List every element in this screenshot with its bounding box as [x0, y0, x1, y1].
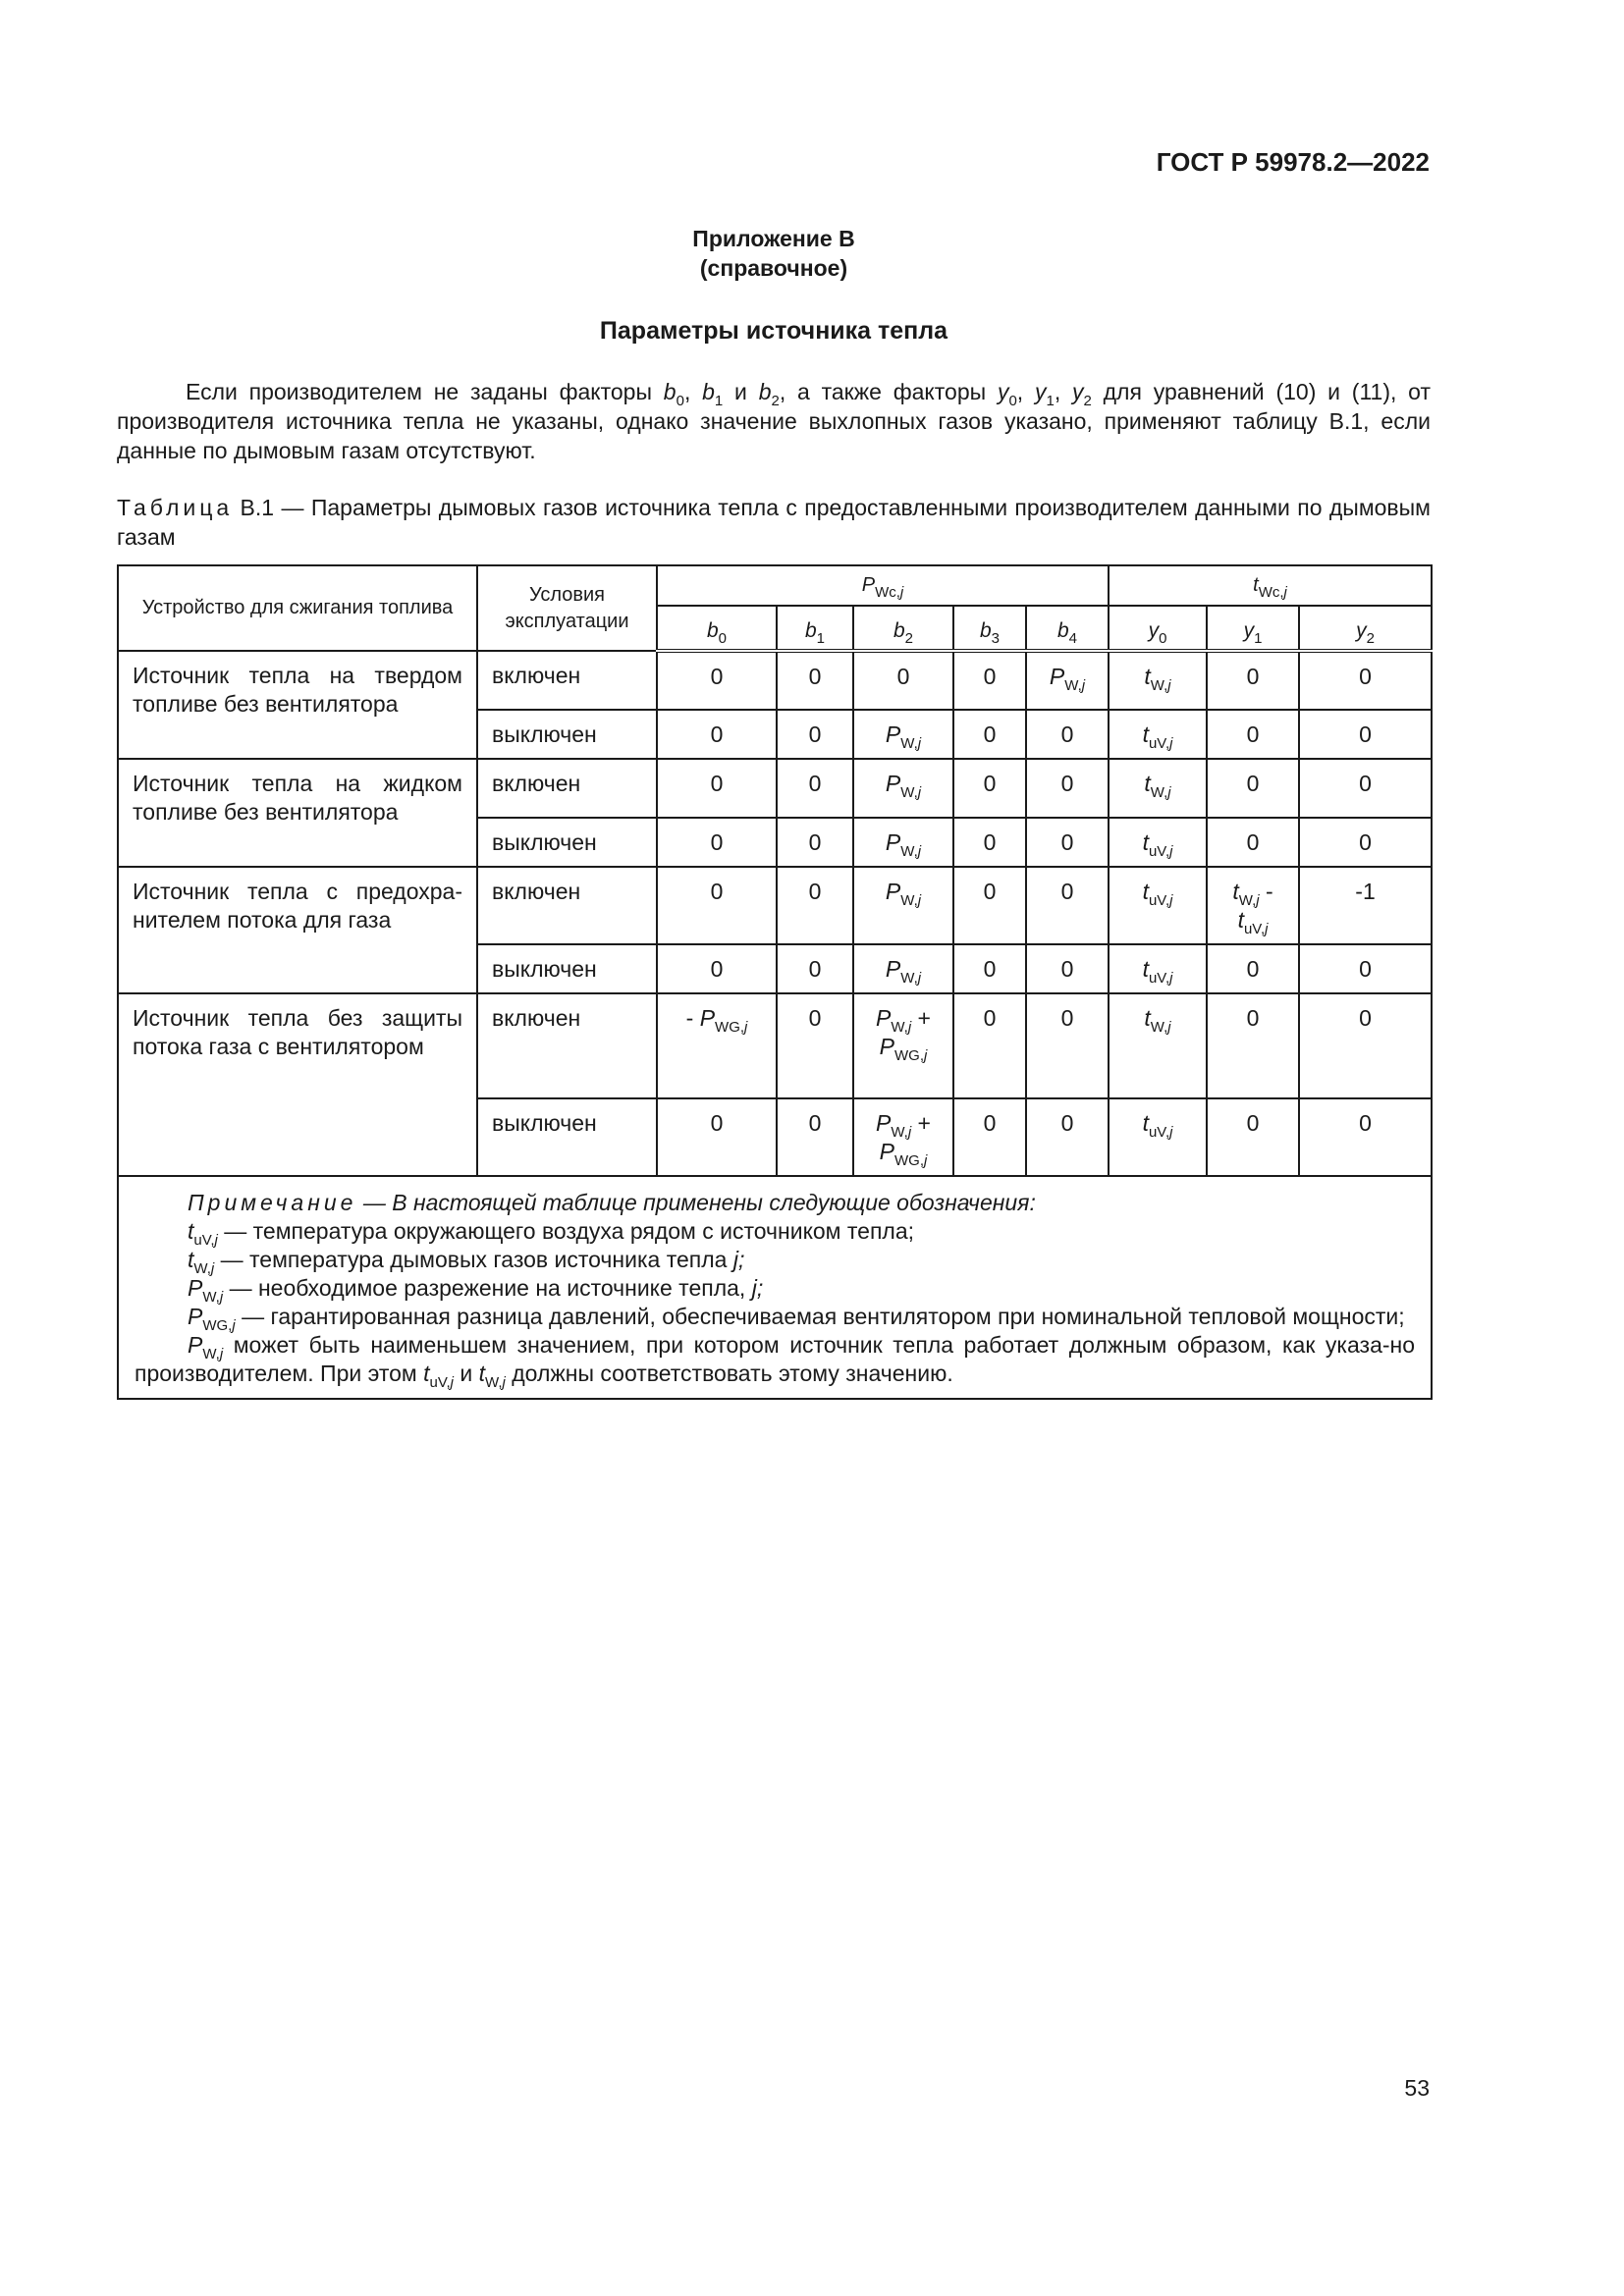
appendix-heading: [0, 224, 1547, 283]
cell-y0: $t_{W,j}$: [1109, 993, 1207, 1098]
cell-b3: 0: [953, 867, 1026, 944]
cell-b0: 0: [657, 1098, 777, 1176]
condition-off: выключен: [477, 1098, 657, 1176]
cell-b2: $P_{W,j}$: [853, 710, 953, 759]
intro-paragraph: Если производителем не заданы факторы $b_0$, $b_1$ и $b_2$, а также факторы $y_0$, $y_1$, $y_2$ для уравнений (10) и (11), от производителя источника тепла не указаны, однако значение выхлопных газов указано, применяют таблицу В.1, если данные по дымовым газам отсутствуют.: [117, 379, 1431, 463]
cell-b4: $P_{W,j}$: [1026, 651, 1109, 710]
table-caption: Таблица В.1 — Параметры дымовых газов источника тепла с предоставленными производителем данными по дымовым газам: [117, 495, 1431, 550]
table-row: [118, 867, 1432, 944]
header-pwc: $P_{Wc,j}$: [657, 565, 1109, 606]
cell-y1: $t_{W,j}$ - $t_{uV,j}$: [1207, 867, 1299, 944]
cell-y1: 0: [1207, 710, 1299, 759]
cell-y2: 0: [1299, 818, 1432, 867]
cell-b0: 0: [657, 651, 777, 710]
header-b2: $b_2$: [853, 606, 953, 651]
cell-y1: 0: [1207, 818, 1299, 867]
notes-heading: Примечание — В настоящей таблице применены следующие обозначения:: [188, 1190, 1036, 1215]
document-code: ГОСТ Р 59978.2—2022: [1156, 147, 1430, 177]
cell-b1: 0: [777, 944, 853, 993]
header-y1: $y_1$: [1207, 606, 1299, 651]
header-y0: $y_0$: [1109, 606, 1207, 651]
cell-b1: 0: [777, 651, 853, 710]
note-item: $P_{W,j}$ — необходимое разрежение на источнике тепла, j;: [188, 1275, 764, 1306]
cell-b3: 0: [953, 944, 1026, 993]
table-row: [118, 993, 1432, 1098]
cell-y2: 0: [1299, 944, 1432, 993]
cell-b3: 0: [953, 1098, 1026, 1176]
cell-b0: - $P_{WG,j}$: [657, 993, 777, 1098]
page-number: 53: [1404, 2075, 1430, 2101]
cell-y0: $t_{uV,j}$: [1109, 710, 1207, 759]
cell-y1: 0: [1207, 1098, 1299, 1176]
table-row: [118, 651, 1432, 710]
cell-b4: 0: [1026, 759, 1109, 818]
header-device: Устройство для сжигания топлива: [118, 565, 477, 651]
cell-b3: 0: [953, 651, 1026, 710]
section-title: Параметры источника тепла: [599, 317, 948, 345]
note-item: $P_{W,j}$ может быть наименьшем значением, при котором источник тепла работает должным образом, как указа-но производителем. При этом $t_{uV,j}$ и $t_{W,j}$ должны соответствовать этому значению.: [135, 1332, 1416, 1391]
cell-y2: 0: [1299, 759, 1432, 818]
device-solid-fuel: Источник тепла на твердом топливе без вентилятора: [118, 651, 477, 759]
cell-b1: 0: [777, 710, 853, 759]
cell-b0: 0: [657, 710, 777, 759]
cell-y0: $t_{uV,j}$: [1109, 944, 1207, 993]
condition-on: включен: [477, 759, 657, 818]
note-item: $t_{W,j}$ — температура дымовых газов источника тепла j;: [188, 1247, 745, 1277]
cell-y0: $t_{uV,j}$: [1109, 1098, 1207, 1176]
cell-b2: 0: [853, 651, 953, 710]
header-twc: $t_{Wc,j}$: [1109, 565, 1432, 606]
cell-y2: 0: [1299, 993, 1432, 1098]
cell-b2: $P_{W,j}$ + $P_{WG,j}$: [853, 1098, 953, 1176]
cell-y2: 0: [1299, 651, 1432, 710]
cell-b2: $P_{W,j}$ + $P_{WG,j}$: [853, 993, 953, 1098]
header-b0: $b_0$: [657, 606, 777, 651]
note-item: $P_{WG,j}$ — гарантированная разница давлений, обеспечиваемая вентилятором при номинальной тепловой мощности;: [188, 1304, 1405, 1334]
cell-y0: $t_{W,j}$: [1109, 651, 1207, 710]
cell-y0: $t_{W,j}$: [1109, 759, 1207, 818]
condition-on: включен: [477, 651, 657, 710]
table-notes: [118, 1176, 1432, 1399]
cell-b0: 0: [657, 759, 777, 818]
cell-b1: 0: [777, 1098, 853, 1176]
condition-off: выключен: [477, 818, 657, 867]
cell-b2: $P_{W,j}$: [853, 867, 953, 944]
cell-y2: -1: [1299, 867, 1432, 944]
cell-b4: 0: [1026, 1098, 1109, 1176]
header-b4: $b_4$: [1026, 606, 1109, 651]
cell-y1: 0: [1207, 759, 1299, 818]
cell-b1: 0: [777, 759, 853, 818]
cell-y2: 0: [1299, 1098, 1432, 1176]
header-conditions: Условия эксплуатации: [477, 565, 657, 651]
cell-b1: 0: [777, 867, 853, 944]
appendix-title: Приложение В: [692, 226, 855, 251]
cell-b4: 0: [1026, 944, 1109, 993]
cell-b3: 0: [953, 759, 1026, 818]
cell-b2: $P_{W,j}$: [853, 818, 953, 867]
cell-b4: 0: [1026, 710, 1109, 759]
header-b1: $b_1$: [777, 606, 853, 651]
device-fan-assisted: Источник тепла без защиты потока газа с вентилятором: [118, 993, 477, 1176]
header-row: [118, 565, 1432, 606]
condition-off: выключен: [477, 710, 657, 759]
device-liquid-fuel: Источник тепла на жидком топливе без вентилятора: [118, 759, 477, 867]
cell-y1: 0: [1207, 993, 1299, 1098]
cell-b2: $P_{W,j}$: [853, 944, 953, 993]
cell-b3: 0: [953, 710, 1026, 759]
note-item: $t_{uV,j}$ — температура окружающего воздуха рядом с источником тепла;: [188, 1218, 915, 1249]
cell-b4: 0: [1026, 818, 1109, 867]
cell-y0: $t_{uV,j}$: [1109, 818, 1207, 867]
cell-y1: 0: [1207, 651, 1299, 710]
cell-y0: $t_{uV,j}$: [1109, 867, 1207, 944]
cell-b0: 0: [657, 867, 777, 944]
cell-b3: 0: [953, 818, 1026, 867]
condition-on: включен: [477, 867, 657, 944]
cell-b1: 0: [777, 993, 853, 1098]
cell-y2: 0: [1299, 710, 1432, 759]
cell-b0: 0: [657, 944, 777, 993]
cell-b4: 0: [1026, 867, 1109, 944]
cell-b3: 0: [953, 993, 1026, 1098]
cell-b0: 0: [657, 818, 777, 867]
header-b3: $b_3$: [953, 606, 1026, 651]
table-row: [118, 759, 1432, 818]
cell-b2: $P_{W,j}$: [853, 759, 953, 818]
device-gas-draft-diverter: Источник тепла с предохра- нителем потока для газа: [118, 867, 477, 993]
condition-off: выключен: [477, 944, 657, 993]
cell-b4: 0: [1026, 993, 1109, 1098]
notes-row: [118, 1176, 1432, 1399]
condition-on: включен: [477, 993, 657, 1098]
flue-gas-parameters-table: [117, 564, 1433, 1400]
cell-y1: 0: [1207, 944, 1299, 993]
header-y2: $y_2$: [1299, 606, 1432, 651]
cell-b1: 0: [777, 818, 853, 867]
appendix-subtitle: (справочное): [699, 255, 848, 281]
